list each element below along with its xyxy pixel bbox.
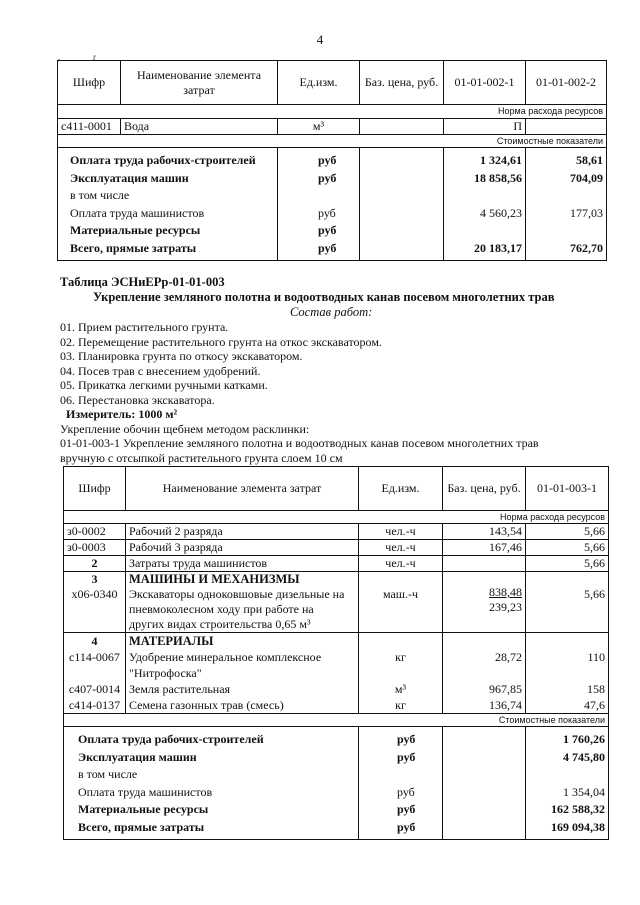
total-value: 4 745,80 [563,749,605,764]
header-name: Наименование элемента затрат [121,61,278,105]
header-col-1: 01-01-003-1 [526,467,609,511]
total-unit: руб [397,819,416,834]
page-number: 4 [316,32,324,47]
work-item: 05. Прикатка легкими ручными катками. [60,378,268,392]
total-value: 762,70 [570,240,603,255]
row-name: Рабочий 2 разряда [126,524,359,540]
row-name: Экскаваторы одноковшовые дизельные на [129,587,345,601]
total-unit: руб [318,240,337,255]
total-name: Всего, прямые затраты [78,819,205,834]
header-name: Наименование элемента затрат [126,467,359,511]
materials-codes [64,633,126,714]
total-name: Материальные ресурсы [78,802,209,816]
row-value: 5,66 [526,572,609,633]
stray-mark: r [93,52,96,62]
work-item: 06. Перестановка экскаватора. [60,392,215,407]
row-code: з0-0002 [64,524,126,540]
machines-section [64,572,609,633]
row-value: 110 [587,650,605,664]
table-row [64,524,609,540]
works-heading: Состав работ: [290,305,373,319]
table-row [64,540,609,556]
resource-table-1 [57,60,607,261]
table-title: Таблица ЭСНиЕРр-01-01-003 [60,275,225,289]
total-unit: руб [318,153,337,167]
total-unit [397,766,439,784]
row-value: 158 [587,682,605,696]
row-price: 136,74 [489,698,522,712]
total-name: Эксплуатация машин [70,170,189,185]
total-name: Оплата труда рабочих-строителей [78,732,264,746]
row-price [360,119,444,135]
cost-label: Стоимостные показатели [58,135,607,148]
total-value: 177,03 [570,205,603,220]
total-unit: руб [397,802,416,816]
machines-codes [64,572,126,633]
row-code: х06-0340 [71,587,118,601]
header-col-2: 01-01-002-2 [526,61,607,105]
total-name: Оплата труда рабочих-строителей [70,153,256,167]
row-code: з0-0003 [64,540,126,556]
total-unit: руб [397,784,415,799]
row-unit: чел.-ч [359,524,443,540]
row-code: 2 [64,556,126,572]
row-name: "Нитрофоска" [129,666,202,680]
total-name: Всего, прямые затраты [70,240,197,255]
row-code: с414-0137 [68,698,121,712]
section-heading: МАШИНЫ И МЕХАНИЗМЫ [129,572,300,586]
header-code: Шифр [58,61,121,105]
total-value: 1 354,04 [563,784,605,799]
row-price: 167,46 [443,540,526,556]
resource-table-2 [63,466,609,840]
total-value: 4 560,23 [480,205,522,220]
total-unit: руб [397,749,416,764]
measure-unit: Измеритель: 1000 м² [66,407,178,421]
section-number: 4 [91,634,98,648]
machines-names [126,572,359,633]
totals-values [526,727,609,840]
work-item: 03. Планировка грунта по откосу экскаватором. [60,349,303,363]
totals-values-1 [444,148,526,261]
norm-label: Норма расхода ресурсов [64,511,609,524]
row-name: Удобрение минеральное комплексное [129,650,322,664]
row-value-1: П [444,119,526,135]
totals-price [360,148,444,261]
row-price [443,556,526,572]
totals-units [359,727,443,840]
totals-price [443,727,526,840]
note-line: 01-01-003-1 Укрепление земляного полотна и водоотводных канав посевом многолетних трав [60,436,539,450]
total-value: 704,09 [570,170,603,185]
row-unit: маш.-ч [359,572,443,633]
row-price: 143,54 [443,524,526,540]
table-row [64,556,609,572]
header-code: Шифр [64,467,126,511]
materials-units [359,633,443,714]
machines-prices [443,572,526,633]
row-price: 838,48 [489,585,522,599]
materials-values [526,633,609,714]
total-value: 169 094,38 [551,819,605,834]
total-value: 20 183,17 [474,240,522,255]
totals-values-2 [526,148,607,261]
total-value: 1 760,26 [563,732,605,746]
note-line: Укрепление обочин щебнем методом расклинки: [60,421,310,436]
total-name: Эксплуатация машин [78,749,197,764]
materials-names [126,633,359,714]
row-code: с407-0014 [68,682,121,696]
total-value: 162 588,32 [551,802,605,816]
total-value: 18 858,56 [474,170,522,185]
row-price: 967,85 [489,682,522,696]
row-unit: кг [395,650,406,664]
header-unit: Ед.изм. [278,61,360,105]
norm-label: Норма расхода ресурсов [58,105,607,119]
row-unit: м³ [278,119,360,135]
table-subtitle: Укрепление земляного полотна и водоотводных канав посевом многолетних трав [93,290,555,304]
row-name: других видах строительства 0,65 м³ [129,617,311,631]
stray-mark: , [58,52,61,62]
row-unit: кг [395,698,406,712]
row-code: с411-0001 [58,119,121,135]
totals-units [278,148,360,261]
total-unit: руб [318,170,337,185]
header-price: Баз. цена, руб. [443,467,526,511]
row-code: с114-0067 [69,650,120,664]
row-value-2 [526,119,607,135]
total-name: в том числе [78,767,138,781]
row-price: 28,72 [495,650,522,664]
totals-names [58,148,278,261]
row-price: 239,23 [489,600,522,614]
row-name: пневмоколесном ходу при работе на [129,602,314,616]
row-name: Вода [121,119,278,135]
work-item: 01. Прием растительного грунта. [60,320,229,334]
materials-prices [443,633,526,714]
row-name: Рабочий 3 разряда [126,540,359,556]
note-line: вручную с отсыпкой растительного грунта слоем 10 см [60,450,343,465]
total-unit: руб [318,205,336,220]
row-value: 47,6 [584,698,605,712]
row-name: Семена газонных трав (смесь) [129,698,284,712]
total-name: в том числе [70,188,130,202]
cost-label: Стоимостные показатели [64,714,609,727]
header-price: Баз. цена, руб. [360,61,444,105]
total-unit: руб [318,223,337,237]
section-number: 3 [91,572,98,586]
total-name: Оплата труда машинистов [78,784,213,799]
row-unit: чел.-ч [359,540,443,556]
works-list [60,320,620,465]
table-row [58,119,607,135]
section-heading: МАТЕРИАЛЫ [129,634,214,648]
row-value: 5,66 [526,540,609,556]
row-name: Затраты труда машинистов [126,556,359,572]
row-name: Земля растительная [129,682,231,696]
row-unit: м³ [394,682,407,696]
table1-header-row [58,61,607,105]
total-value: 58,61 [576,153,603,167]
row-value: 5,66 [526,556,609,572]
table2-header-row [64,467,609,511]
total-name: Материальные ресурсы [70,223,201,237]
total-unit [318,187,356,205]
header-col-1: 01-01-002-1 [444,61,526,105]
totals-names [64,727,359,840]
header-unit: Ед.изм. [359,467,443,511]
total-unit: руб [397,732,416,746]
work-item: 02. Перемещение растительного грунта на откос экскаватором. [60,334,382,349]
work-item: 04. Посев трав с внесением удобрений. [60,363,261,378]
total-name: Оплата труда машинистов [70,205,205,220]
total-value: 1 324,61 [480,153,522,167]
materials-section [64,633,609,714]
row-unit: чел.-ч [359,556,443,572]
row-value: 5,66 [526,524,609,540]
